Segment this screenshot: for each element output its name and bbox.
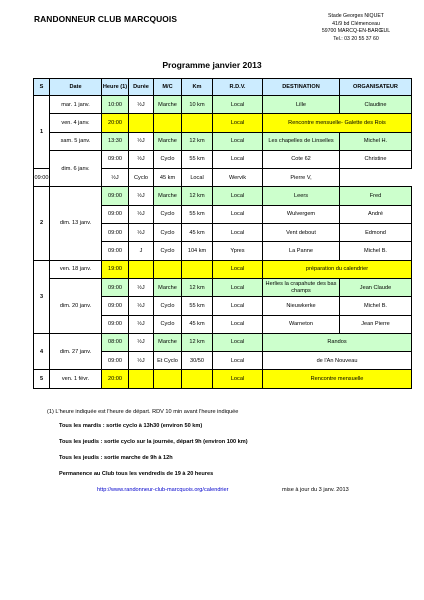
time-cell: 20:00 (102, 114, 129, 132)
type-cell: Cyclo (154, 297, 182, 315)
column-header: R.D.V. (213, 79, 263, 96)
table-row (34, 333, 412, 351)
update-date: mise à jour du 3 janv. 2013 (282, 487, 349, 493)
rdv-cell: Local (213, 150, 263, 168)
table-row (34, 114, 412, 132)
week-cell: 4 (34, 333, 50, 370)
duration-cell: ½J (129, 205, 154, 223)
empty-cell (154, 370, 182, 388)
week-cell: 1 (34, 96, 50, 169)
time-cell: 09:00 (102, 315, 129, 333)
destination-cell: Lille (263, 96, 340, 114)
destination-cell: Leers (263, 187, 340, 205)
event-cell: Rencontre mensuelle (263, 370, 412, 388)
type-cell: Et Cyclo (154, 352, 182, 370)
rdv-cell: Local (213, 205, 263, 223)
time-cell: 09:00 (102, 242, 129, 260)
distance-cell: 55 km (182, 150, 213, 168)
rdv-cell: Local (213, 370, 263, 388)
empty-cell (182, 370, 213, 388)
table-row (34, 278, 412, 296)
time-cell: 09:00 (102, 224, 129, 242)
rdv-cell: Local (182, 169, 213, 187)
date-cell: dim. 6 janv. (50, 150, 102, 187)
column-header: Durée (129, 79, 154, 96)
empty-cell (182, 114, 213, 132)
note-line: Tous les jeudis : sortie marche de 9h à 12h (59, 455, 173, 461)
time-cell: 08:00 (102, 333, 129, 351)
week-cell: 5 (34, 370, 50, 388)
note-line: Tous les mardis : sortie cyclo à 13h30 (environ 50 km) (59, 423, 203, 429)
type-cell: Cyclo (154, 150, 182, 168)
distance-cell: 45 km (182, 224, 213, 242)
organizer-cell: Michel B. (340, 242, 412, 260)
distance-cell: 12 km (182, 333, 213, 351)
table-body (34, 96, 412, 389)
organizer-cell: Fred (340, 187, 412, 205)
organizer-cell: Pierre V, (263, 169, 340, 187)
rdv-cell: Local (213, 260, 263, 278)
column-header: Date (50, 79, 102, 96)
table-row (34, 150, 412, 168)
type-cell: Cyclo (154, 224, 182, 242)
date-cell: dim. 13 janv. (50, 187, 102, 260)
organizer-cell: Edmond (340, 224, 412, 242)
duration-cell: J (129, 242, 154, 260)
distance-cell: 55 km (182, 205, 213, 223)
week-cell: 3 (34, 260, 50, 333)
address-line: 59700 MARCQ-EN-BARŒUL (321, 28, 391, 35)
type-cell: Marche (154, 333, 182, 351)
column-header: Heure (1) (102, 79, 129, 96)
distance-cell: 12 km (182, 187, 213, 205)
time-cell: 19:00 (102, 260, 129, 278)
column-header: S (34, 79, 50, 96)
empty-cell (129, 260, 154, 278)
destination-cell: Wervik (213, 169, 263, 187)
duration-cell: ½J (129, 297, 154, 315)
distance-cell: 10 km (182, 96, 213, 114)
time-cell: 09:00 (102, 150, 129, 168)
empty-cell (154, 260, 182, 278)
destination-cell: Cote 62 (263, 150, 340, 168)
date-cell: dim. 27 janv. (50, 333, 102, 370)
column-header: M/C (154, 79, 182, 96)
club-name: RANDONNEUR CLUB MARCQUOIS (34, 14, 178, 24)
footnote: (1) L'heure indiquée est l'heure de départ. RDV 10 min avant l'heure indiquée (47, 409, 239, 415)
table-row (34, 370, 412, 388)
distance-cell: 55 km (182, 297, 213, 315)
empty-cell (154, 114, 182, 132)
organizer-cell: Christine (340, 150, 412, 168)
duration-cell: ½J (129, 187, 154, 205)
empty-cell (129, 114, 154, 132)
rdv-cell: Local (213, 114, 263, 132)
duration-cell: ½J (129, 315, 154, 333)
rdv-cell: Local (213, 96, 263, 114)
duration-cell: ½J (102, 169, 129, 187)
event-cell: Rencontre mensuelle- Galette des Rois (263, 114, 412, 132)
table-row (34, 96, 412, 114)
organizer-cell: André (340, 205, 412, 223)
empty-cell (129, 370, 154, 388)
program-title: Programme janvier 2013 (162, 60, 262, 70)
distance-cell: 45 km (154, 169, 182, 187)
table-header-row (34, 79, 412, 96)
organizer-cell: Michel H. (340, 132, 412, 150)
type-cell: Cyclo (154, 205, 182, 223)
duration-cell: ½J (129, 96, 154, 114)
event-cell: de l'An Nouveau (263, 352, 412, 370)
address-line: Tel.: 03 20 55 37 60 (333, 35, 379, 42)
date-cell: ven. 18 janv. (50, 260, 102, 278)
column-header: DESTINATION (263, 79, 340, 96)
distance-cell: 12 km (182, 132, 213, 150)
organizer-cell: Claudine (340, 96, 412, 114)
destination-cell: Les chapelles de Linselles (263, 132, 340, 150)
destination-cell: La Panne (263, 242, 340, 260)
rdv-cell: Local (213, 333, 263, 351)
duration-cell: ½J (129, 224, 154, 242)
organizer-cell: Jean Pierre (340, 315, 412, 333)
table-row (34, 132, 412, 150)
rdv-cell: Local (213, 187, 263, 205)
distance-cell: 104 km (182, 242, 213, 260)
time-cell: 09:00 (34, 169, 50, 187)
rdv-cell: Local (213, 132, 263, 150)
empty-cell (182, 260, 213, 278)
duration-cell: ½J (129, 352, 154, 370)
date-cell: mar. 1 janv. (50, 96, 102, 114)
club-address (300, 13, 412, 43)
distance-cell: 12 km (182, 278, 213, 296)
week-cell: 2 (34, 187, 50, 260)
date-cell: ven. 4 janv. (50, 114, 102, 132)
destination-cell: Herlies la crapahute des bas champs (263, 278, 340, 296)
destination-cell: Nieuwkerke (263, 297, 340, 315)
rdv-cell: Ypres (213, 242, 263, 260)
distance-cell: 45 km (182, 315, 213, 333)
time-cell: 09:00 (102, 205, 129, 223)
event-cell: préparation du calendrier (263, 260, 412, 278)
date-cell: ven. 1 févr. (50, 370, 102, 388)
type-cell: Cyclo (129, 169, 154, 187)
rdv-cell: Local (213, 278, 263, 296)
type-cell: Cyclo (154, 315, 182, 333)
address-line: Stade Georges NIQUET (328, 13, 384, 19)
date-cell: sam. 5 janv. (50, 132, 102, 150)
duration-cell: ½J (129, 333, 154, 351)
time-cell: 10:00 (102, 96, 129, 114)
type-cell: Cyclo (154, 242, 182, 260)
rdv-cell: Local (213, 224, 263, 242)
rdv-cell: Local (213, 315, 263, 333)
type-cell: Marche (154, 278, 182, 296)
note-line: Permanence au Club tous les vendredis de 19 à 20 heures (59, 471, 214, 477)
distance-cell: 30/50 (182, 352, 213, 370)
table-row (34, 260, 412, 278)
time-cell: 20:00 (102, 370, 129, 388)
type-cell: Marche (154, 187, 182, 205)
destination-cell: Wulvergem (263, 205, 340, 223)
time-cell: 09:00 (102, 352, 129, 370)
event-cell: Randos (263, 333, 412, 351)
time-cell: 13:30 (102, 132, 129, 150)
column-header: ORGANISATEUR (340, 79, 412, 96)
type-cell: Marche (154, 132, 182, 150)
table-row (34, 187, 412, 205)
organizer-cell: Michel B. (340, 297, 412, 315)
date-cell: dim. 20 janv. (50, 278, 102, 333)
rdv-cell: Local (213, 297, 263, 315)
schedule-table (33, 78, 412, 389)
time-cell: 09:00 (102, 278, 129, 296)
time-cell: 09:00 (102, 297, 129, 315)
duration-cell: ½J (129, 278, 154, 296)
type-cell: Marche (154, 96, 182, 114)
duration-cell: ½J (129, 150, 154, 168)
column-header: Km (182, 79, 213, 96)
time-cell: 09:00 (102, 187, 129, 205)
rdv-cell: Local (213, 352, 263, 370)
destination-cell: Warneton (263, 315, 340, 333)
address-line: 41/9 bd Clémenceau (332, 20, 380, 27)
duration-cell: ½J (129, 132, 154, 150)
destination-cell: Vent debout (263, 224, 340, 242)
note-line: Tous les jeudis : sortie cyclo sur la journée, départ 9h (environ 100 km) (59, 439, 248, 445)
calendar-link[interactable]: http://www.randonneur-club-marcquois.org/calendrier (97, 487, 229, 493)
organizer-cell: Jean Claude (340, 278, 412, 296)
